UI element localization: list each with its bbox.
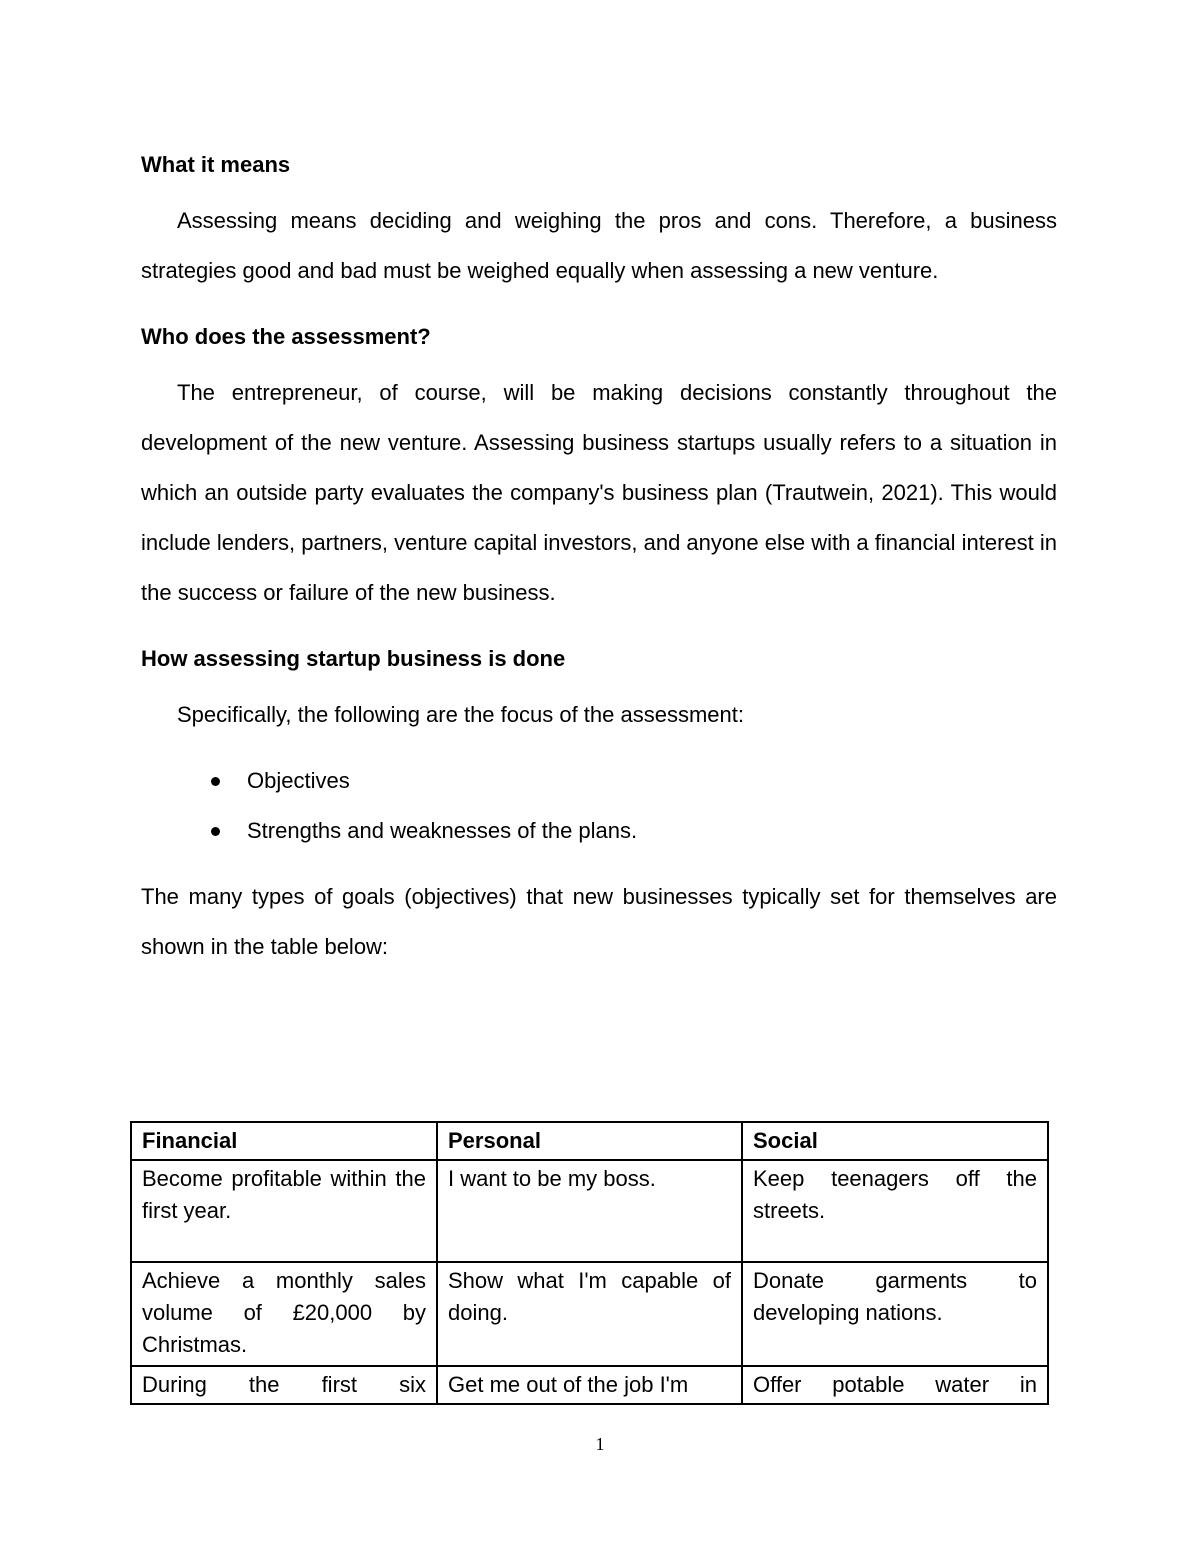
paragraph-table-intro: The many types of goals (objectives) that new businesses typically set for themselves are shown in the table below: bbox=[141, 884, 1057, 959]
heading-what-it-means: What it means bbox=[141, 152, 291, 177]
focus-bullet-list bbox=[141, 756, 1057, 856]
table-cell: Keep teenagers off the streets. bbox=[742, 1160, 1048, 1262]
bullet-dot-icon bbox=[211, 777, 220, 786]
header-personal: Personal bbox=[437, 1122, 742, 1160]
heading-how-assessing-done: How assessing startup business is done bbox=[141, 646, 566, 671]
list-item bbox=[211, 806, 1057, 856]
header-financial: Financial bbox=[131, 1122, 437, 1160]
table-cell: Become profitable within the first year. bbox=[131, 1160, 437, 1262]
goals-table bbox=[130, 1121, 1049, 1405]
table-cell: I want to be my boss. bbox=[437, 1160, 742, 1262]
paragraph-who-does-assessment: The entrepreneur, of course, will be making decisions constantly throughout the development of the new venture. Assessing business startups usually refers to a situation in which an outside party evaluates the company's business plan (Trautwein, 2021). This would include lenders, partners, venture capital investors, and anyone else with a financial interest in the success or failure of the new business. bbox=[141, 380, 1057, 605]
table-cell: Offer potable water in bbox=[742, 1366, 1048, 1404]
table-cell: Show what I'm capable of doing. bbox=[437, 1262, 742, 1366]
table-header-row bbox=[131, 1122, 1048, 1160]
table-cell: During the first six bbox=[131, 1366, 437, 1404]
table-cell: Achieve a monthly sales volume of £20,000 by Christmas. bbox=[131, 1262, 437, 1366]
paragraph-focus-intro: Specifically, the following are the focus of the assessment: bbox=[177, 702, 744, 727]
page-number: 1 bbox=[595, 1434, 605, 1454]
table-cell: Get me out of the job I'm bbox=[437, 1366, 742, 1404]
document-body bbox=[141, 140, 1057, 972]
table-row bbox=[131, 1262, 1048, 1366]
bullet-dot-icon bbox=[211, 827, 220, 836]
table-row bbox=[131, 1366, 1048, 1404]
heading-who-does-assessment: Who does the assessment? bbox=[141, 324, 431, 349]
table-cell: Donate garments to developing nations. bbox=[742, 1262, 1048, 1366]
table-row bbox=[131, 1160, 1048, 1262]
bullet-text-strengths: Strengths and weaknesses of the plans. bbox=[247, 818, 638, 843]
section-what-it-means bbox=[141, 140, 1057, 312]
bullet-text-objectives: Objectives bbox=[247, 768, 350, 793]
header-social: Social bbox=[742, 1122, 1048, 1160]
list-item bbox=[211, 756, 1057, 806]
paragraph-what-it-means: Assessing means deciding and weighing the pros and cons. Therefore, a business strategies good and bad must be weighed equally when assessing a new venture. bbox=[141, 208, 1057, 283]
section-who-does-assessment bbox=[141, 312, 1057, 634]
section-how-assessing-done bbox=[141, 634, 1057, 972]
